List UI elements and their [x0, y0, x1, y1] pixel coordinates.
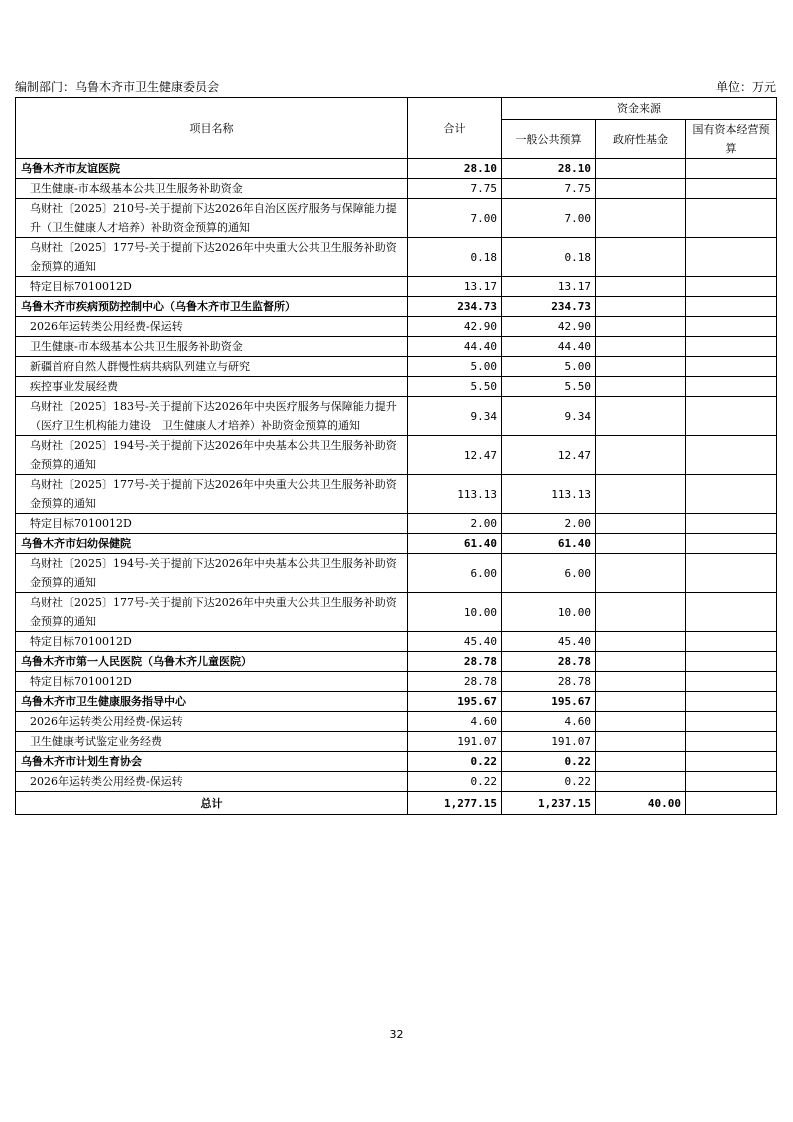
row-name: 乌财社〔2025〕183号-关于提前下达2026年中央医疗服务与保障能力提升（医疗卫生机构能力建设 卫生健康人才培养）补助资金预算的通知 — [16, 397, 408, 436]
row-state — [686, 397, 777, 436]
row-name: 新疆首府自然人群慢性病共病队列建立与研究 — [16, 357, 408, 377]
row-general: 28.10 — [502, 159, 596, 179]
row-name: 2026年运转类公用经费-保运转 — [16, 317, 408, 337]
row-general: 4.60 — [502, 712, 596, 732]
table-row — [16, 514, 777, 534]
row-state — [686, 337, 777, 357]
row-fund — [596, 159, 686, 179]
row-fund — [596, 672, 686, 692]
table-row — [16, 397, 777, 436]
row-state — [686, 179, 777, 199]
row-state — [686, 712, 777, 732]
header-row-1 — [16, 98, 777, 120]
row-name: 乌鲁木齐市疾病预防控制中心（乌鲁木齐市卫生监督所） — [16, 297, 408, 317]
row-general: 7.00 — [502, 199, 596, 238]
row-general: 45.40 — [502, 632, 596, 652]
page-number: 32 — [389, 1028, 404, 1041]
column-header-fund: 政府性基金 — [596, 120, 686, 159]
row-fund — [596, 752, 686, 772]
row-fund — [596, 514, 686, 534]
row-general: 42.90 — [502, 317, 596, 337]
row-name: 特定目标7010012D — [16, 672, 408, 692]
row-general: 9.34 — [502, 397, 596, 436]
column-header-source: 资金来源 — [502, 98, 777, 120]
row-general: 0.18 — [502, 238, 596, 277]
row-name: 乌财社〔2025〕177号-关于提前下达2026年中央重大公共卫生服务补助资金预算的通知 — [16, 593, 408, 632]
table-row — [16, 672, 777, 692]
row-name: 特定目标7010012D — [16, 514, 408, 534]
row-total: 9.34 — [408, 397, 502, 436]
table-group-row — [16, 652, 777, 672]
row-total: 7.75 — [408, 179, 502, 199]
table-row — [16, 179, 777, 199]
row-fund — [596, 179, 686, 199]
row-name: 乌鲁木齐市妇幼保健院 — [16, 534, 408, 554]
row-total: 0.22 — [408, 752, 502, 772]
table-row — [16, 436, 777, 475]
row-name: 特定目标7010012D — [16, 632, 408, 652]
row-total: 6.00 — [408, 554, 502, 593]
row-total: 61.40 — [408, 534, 502, 554]
row-general: 28.78 — [502, 672, 596, 692]
row-state — [686, 632, 777, 652]
table-group-row — [16, 534, 777, 554]
row-state — [686, 377, 777, 397]
row-total: 113.13 — [408, 475, 502, 514]
table-body — [16, 159, 777, 792]
row-total: 13.17 — [408, 277, 502, 297]
table-row — [16, 377, 777, 397]
row-name: 卫生健康-市本级基本公共卫生服务补助资金 — [16, 179, 408, 199]
table-group-row — [16, 752, 777, 772]
row-fund — [596, 337, 686, 357]
row-total: 45.40 — [408, 632, 502, 652]
row-state — [686, 238, 777, 277]
row-total: 10.00 — [408, 593, 502, 632]
row-state — [686, 652, 777, 672]
column-header-state-capital: 国有资本经营预算 — [686, 120, 777, 159]
row-fund — [596, 772, 686, 792]
row-fund — [596, 357, 686, 377]
row-name: 2026年运转类公用经费-保运转 — [16, 772, 408, 792]
row-total: 7.00 — [408, 199, 502, 238]
table-row — [16, 475, 777, 514]
table-group-row — [16, 692, 777, 712]
row-state — [686, 317, 777, 337]
row-general: 13.17 — [502, 277, 596, 297]
row-total: 28.10 — [408, 159, 502, 179]
row-name: 乌财社〔2025〕194号-关于提前下达2026年中央基本公共卫生服务补助资金预算的通知 — [16, 436, 408, 475]
table-row — [16, 593, 777, 632]
row-fund — [596, 593, 686, 632]
row-name: 2026年运转类公用经费-保运转 — [16, 712, 408, 732]
row-name: 乌财社〔2025〕194号-关于提前下达2026年中央基本公共卫生服务补助资金预算的通知 — [16, 554, 408, 593]
table-row — [16, 357, 777, 377]
table-row — [16, 632, 777, 652]
row-total: 28.78 — [408, 652, 502, 672]
budget-table — [15, 97, 777, 815]
row-fund — [596, 554, 686, 593]
row-general: 195.67 — [502, 692, 596, 712]
row-fund — [596, 632, 686, 652]
table-row — [16, 772, 777, 792]
row-general: 10.00 — [502, 593, 596, 632]
row-state — [686, 554, 777, 593]
row-name: 乌鲁木齐市第一人民医院（乌鲁木齐儿童医院） — [16, 652, 408, 672]
row-name: 乌财社〔2025〕177号-关于提前下达2026年中央重大公共卫生服务补助资金预算的通知 — [16, 238, 408, 277]
table-row — [16, 317, 777, 337]
row-fund — [596, 652, 686, 672]
row-total: 5.00 — [408, 357, 502, 377]
department-label: 编制部门：乌鲁木齐市卫生健康委员会 — [15, 80, 220, 94]
total-label: 总计 — [16, 792, 408, 815]
row-fund — [596, 692, 686, 712]
row-state — [686, 199, 777, 238]
row-total: 12.47 — [408, 436, 502, 475]
row-fund — [596, 238, 686, 277]
row-total: 5.50 — [408, 377, 502, 397]
row-general: 113.13 — [502, 475, 596, 514]
row-state — [686, 534, 777, 554]
row-general: 0.22 — [502, 772, 596, 792]
row-fund — [596, 732, 686, 752]
table-group-row — [16, 297, 777, 317]
column-header-total: 合计 — [408, 98, 502, 159]
row-general: 7.75 — [502, 179, 596, 199]
unit-label: 单位：万元 — [715, 80, 776, 94]
total-row — [16, 792, 777, 815]
row-name: 乌鲁木齐市友谊医院 — [16, 159, 408, 179]
row-name: 疾控事业发展经费 — [16, 377, 408, 397]
row-general: 44.40 — [502, 337, 596, 357]
row-name: 卫生健康-市本级基本公共卫生服务补助资金 — [16, 337, 408, 357]
table-row — [16, 238, 777, 277]
row-fund — [596, 397, 686, 436]
table-row — [16, 732, 777, 752]
row-total: 28.78 — [408, 672, 502, 692]
row-general: 6.00 — [502, 554, 596, 593]
row-fund — [596, 436, 686, 475]
row-general: 61.40 — [502, 534, 596, 554]
row-general: 5.00 — [502, 357, 596, 377]
row-state — [686, 357, 777, 377]
row-name: 特定目标7010012D — [16, 277, 408, 297]
row-general: 191.07 — [502, 732, 596, 752]
row-general: 0.22 — [502, 752, 596, 772]
row-state — [686, 593, 777, 632]
row-name: 乌财社〔2025〕210号-关于提前下达2026年自治区医疗服务与保障能力提升（卫生健康人才培养）补助资金预算的通知 — [16, 199, 408, 238]
row-general: 234.73 — [502, 297, 596, 317]
total-amount: 1,277.15 — [408, 792, 502, 815]
total-general: 1,237.15 — [502, 792, 596, 815]
row-fund — [596, 534, 686, 554]
row-name: 乌鲁木齐市卫生健康服务指导中心 — [16, 692, 408, 712]
row-total: 42.90 — [408, 317, 502, 337]
table-row — [16, 199, 777, 238]
total-fund: 40.00 — [596, 792, 686, 815]
row-general: 5.50 — [502, 377, 596, 397]
row-fund — [596, 475, 686, 514]
row-total: 234.73 — [408, 297, 502, 317]
table-row — [16, 712, 777, 732]
row-name: 卫生健康考试鉴定业务经费 — [16, 732, 408, 752]
table-row — [16, 554, 777, 593]
table-row — [16, 337, 777, 357]
row-total: 195.67 — [408, 692, 502, 712]
row-state — [686, 436, 777, 475]
row-fund — [596, 317, 686, 337]
row-total: 0.22 — [408, 772, 502, 792]
row-state — [686, 514, 777, 534]
row-state — [686, 297, 777, 317]
column-header-general: 一般公共预算 — [502, 120, 596, 159]
row-state — [686, 752, 777, 772]
row-name: 乌财社〔2025〕177号-关于提前下达2026年中央重大公共卫生服务补助资金预算的通知 — [16, 475, 408, 514]
row-total: 0.18 — [408, 238, 502, 277]
row-general: 12.47 — [502, 436, 596, 475]
row-state — [686, 732, 777, 752]
row-total: 2.00 — [408, 514, 502, 534]
row-fund — [596, 277, 686, 297]
row-state — [686, 772, 777, 792]
row-general: 2.00 — [502, 514, 596, 534]
row-fund — [596, 712, 686, 732]
row-state — [686, 475, 777, 514]
row-fund — [596, 377, 686, 397]
row-state — [686, 692, 777, 712]
row-state — [686, 277, 777, 297]
total-state — [686, 792, 777, 815]
table-group-row — [16, 159, 777, 179]
table-row — [16, 277, 777, 297]
row-state — [686, 672, 777, 692]
row-total: 44.40 — [408, 337, 502, 357]
row-general: 28.78 — [502, 652, 596, 672]
row-fund — [596, 297, 686, 317]
column-header-project: 项目名称 — [16, 98, 408, 159]
row-name: 乌鲁木齐市计划生育协会 — [16, 752, 408, 772]
row-total: 191.07 — [408, 732, 502, 752]
row-total: 4.60 — [408, 712, 502, 732]
row-state — [686, 159, 777, 179]
row-fund — [596, 199, 686, 238]
